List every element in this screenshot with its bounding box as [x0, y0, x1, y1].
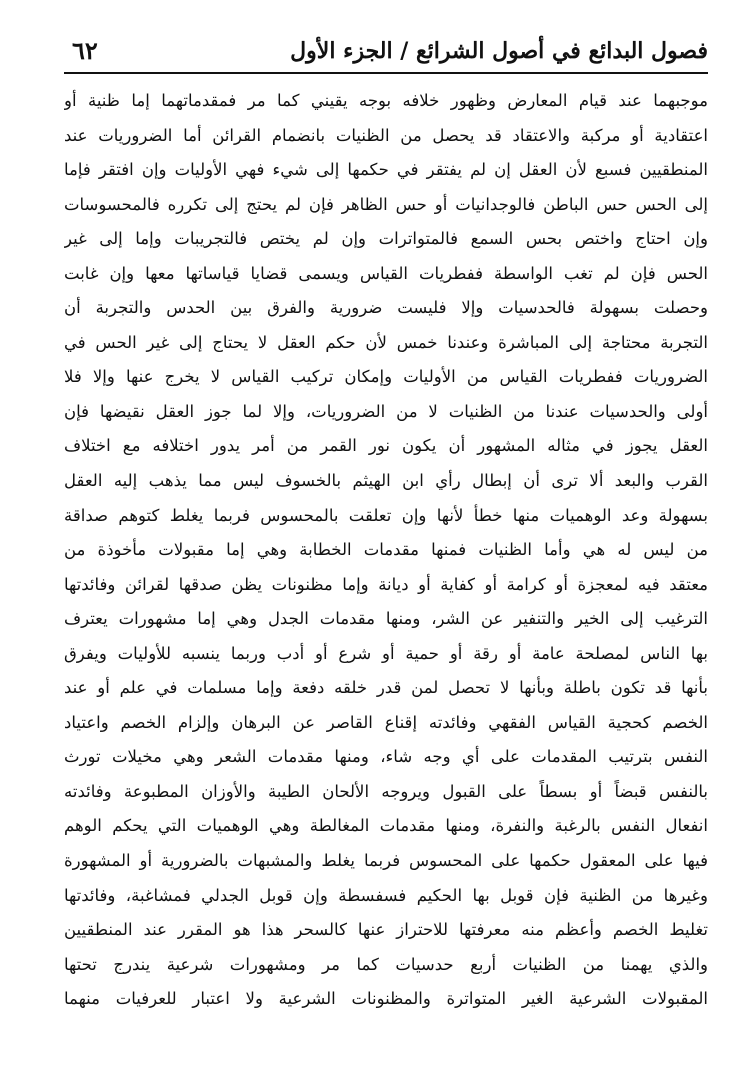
text-line: فيها على المعقول حكمها على المحسوس فربما يغلط والمشبهات بالضرورية أو المشهورة [64, 851, 708, 871]
text-line: وإن احتاج واختص بحس السمع فالمتواترات وإن لم يختص فالتجريبات وإما إلى غير [64, 229, 708, 249]
text-line: اعتقادية أو مركبة والاعتقاد قد يحصل من الظنيات بانضمام القرائن أما الضروريات عند [64, 125, 708, 145]
text-line: بسهولة وعد الوهميات منها خطأ لأنها وإن تعلقت بالمحسوس فربما يغلط كتوهم صداقة [64, 505, 708, 525]
text-line: بأنها قد تكون باطلة وبأنها لا تحصل لمن قدر خلقه دفعة وإما مسلمات في علم أو عند [64, 678, 708, 698]
text-line: بها الناس لمصلحة عامة أو رقة أو حمية أو شرع أو أدب وربما ينسبه للأوليات ويفرق [64, 643, 708, 663]
text-line: بالنفس قبضاً أو بسطاً على القبول ويروجه الألحان الطيبة والأوزان المطبوعة وفائدته [64, 781, 708, 801]
text-line: القرب والبعد ألا ترى أن إبطال رأي ابن الهيثم بالخسوف ليس مما يذهب إليه العقل [64, 471, 708, 491]
text-line: معتقد فيه لمعجزة أو كرامة أو كفاية أو ديانة وإما مظنونات يظن صدقها لقرائن وفائدتها [64, 574, 708, 594]
text-line: الضروريات ففطريات القياس من الأوليات وإمكان تركيب القياس لا يخرج عنها وإلا فلا [64, 367, 708, 387]
text-line: والذي يهمنا من الظنيات أربع حدسيات كما مر ومشهورات شرعية يندرج تحتها [64, 954, 708, 974]
text-line: العقل يجوز في مثاله المشهور أن يكون نور القمر من أمر يدور اختلافه مع اختلاف [64, 436, 708, 456]
text-line: انفعال النفس بالرغبة والنفرة، ومنها مقدمات المغالطة وهي الوهميات التي يحكم الوهم [64, 816, 708, 836]
body-text [64, 84, 708, 1017]
text-line: التجربة محتاجة إلى المباشرة وعندنا خمس لأن حكم العقل لا يحتاج إلى غير الحس في [64, 332, 708, 352]
text-line: وحصلت بسهولة فالحدسيات وإلا فليست ضرورية والفرق بين الحدس والتجربة أن [64, 298, 708, 318]
text-line: الحس فإن لم تغب الواسطة ففطريات القياس ويسمى قضايا قياساتها معها وإن غابت [64, 263, 708, 283]
text-line: المقبولات الشرعية الغير المتواترة والمظنونات الشرعية ولا اعتبار للعرفيات منهما [64, 989, 708, 1009]
text-line: المنطقيين فسبع لأن العقل إن لم يفتقر في حكمها إلى شيء فهي الأوليات وإن افتقر فإما [64, 160, 708, 180]
text-line: الخصم كحجية القياس الفقهي وفائدته إقناع القاصر عن البرهان وإلزام الخصم واعتياد [64, 712, 708, 732]
text-line: تغليط الخصم وأعظم منه معرفتها للاحتراز عنها كالسحر هذا هو المقرر عند المنطقيين [64, 920, 708, 940]
page-header [64, 30, 708, 74]
header-divider [64, 72, 708, 74]
page-number: ٦٢ [72, 36, 98, 65]
text-line: موجبهما عند قيام المعارض وظهور خلافه بوجه يقيني كما مر فمقدماتهما إما ظنية أو [64, 91, 708, 110]
text-line: الترغيب إلى الخير والتنفير عن الشر، ومنها مقدمات الجدل وهي إما مشهورات يعترف [64, 609, 708, 629]
text-line: أولى والحدسيات عندنا من الظنيات لا من الضروريات، وإلا لما جوز العقل نقيضها فإن [64, 401, 708, 421]
text-line: النفس بترتيب المقدمات على أي وجه شاء، ومنها مقدمات الشعر وهي مخيلات تورث [64, 747, 708, 767]
text-line: وغيرها من الظنية فإن قوبل بها الحكيم فسفسطة وإن قوبل الجدلي فمشاغبة، وفائدتها [64, 885, 708, 905]
text-line: من ليس له هي وأما الظنيات فمنها مقدمات الخطابة وهي إما مقبولات مأخوذة من [64, 540, 708, 560]
text-line: إلى الحس حس الباطن فالوجدانيات أو حس الظاهر فإن لم يحتج إلى تكرره فالمحسوسات [64, 194, 708, 214]
running-title: فصول البدائع في أصول الشرائع / الجزء الأول [290, 38, 708, 64]
